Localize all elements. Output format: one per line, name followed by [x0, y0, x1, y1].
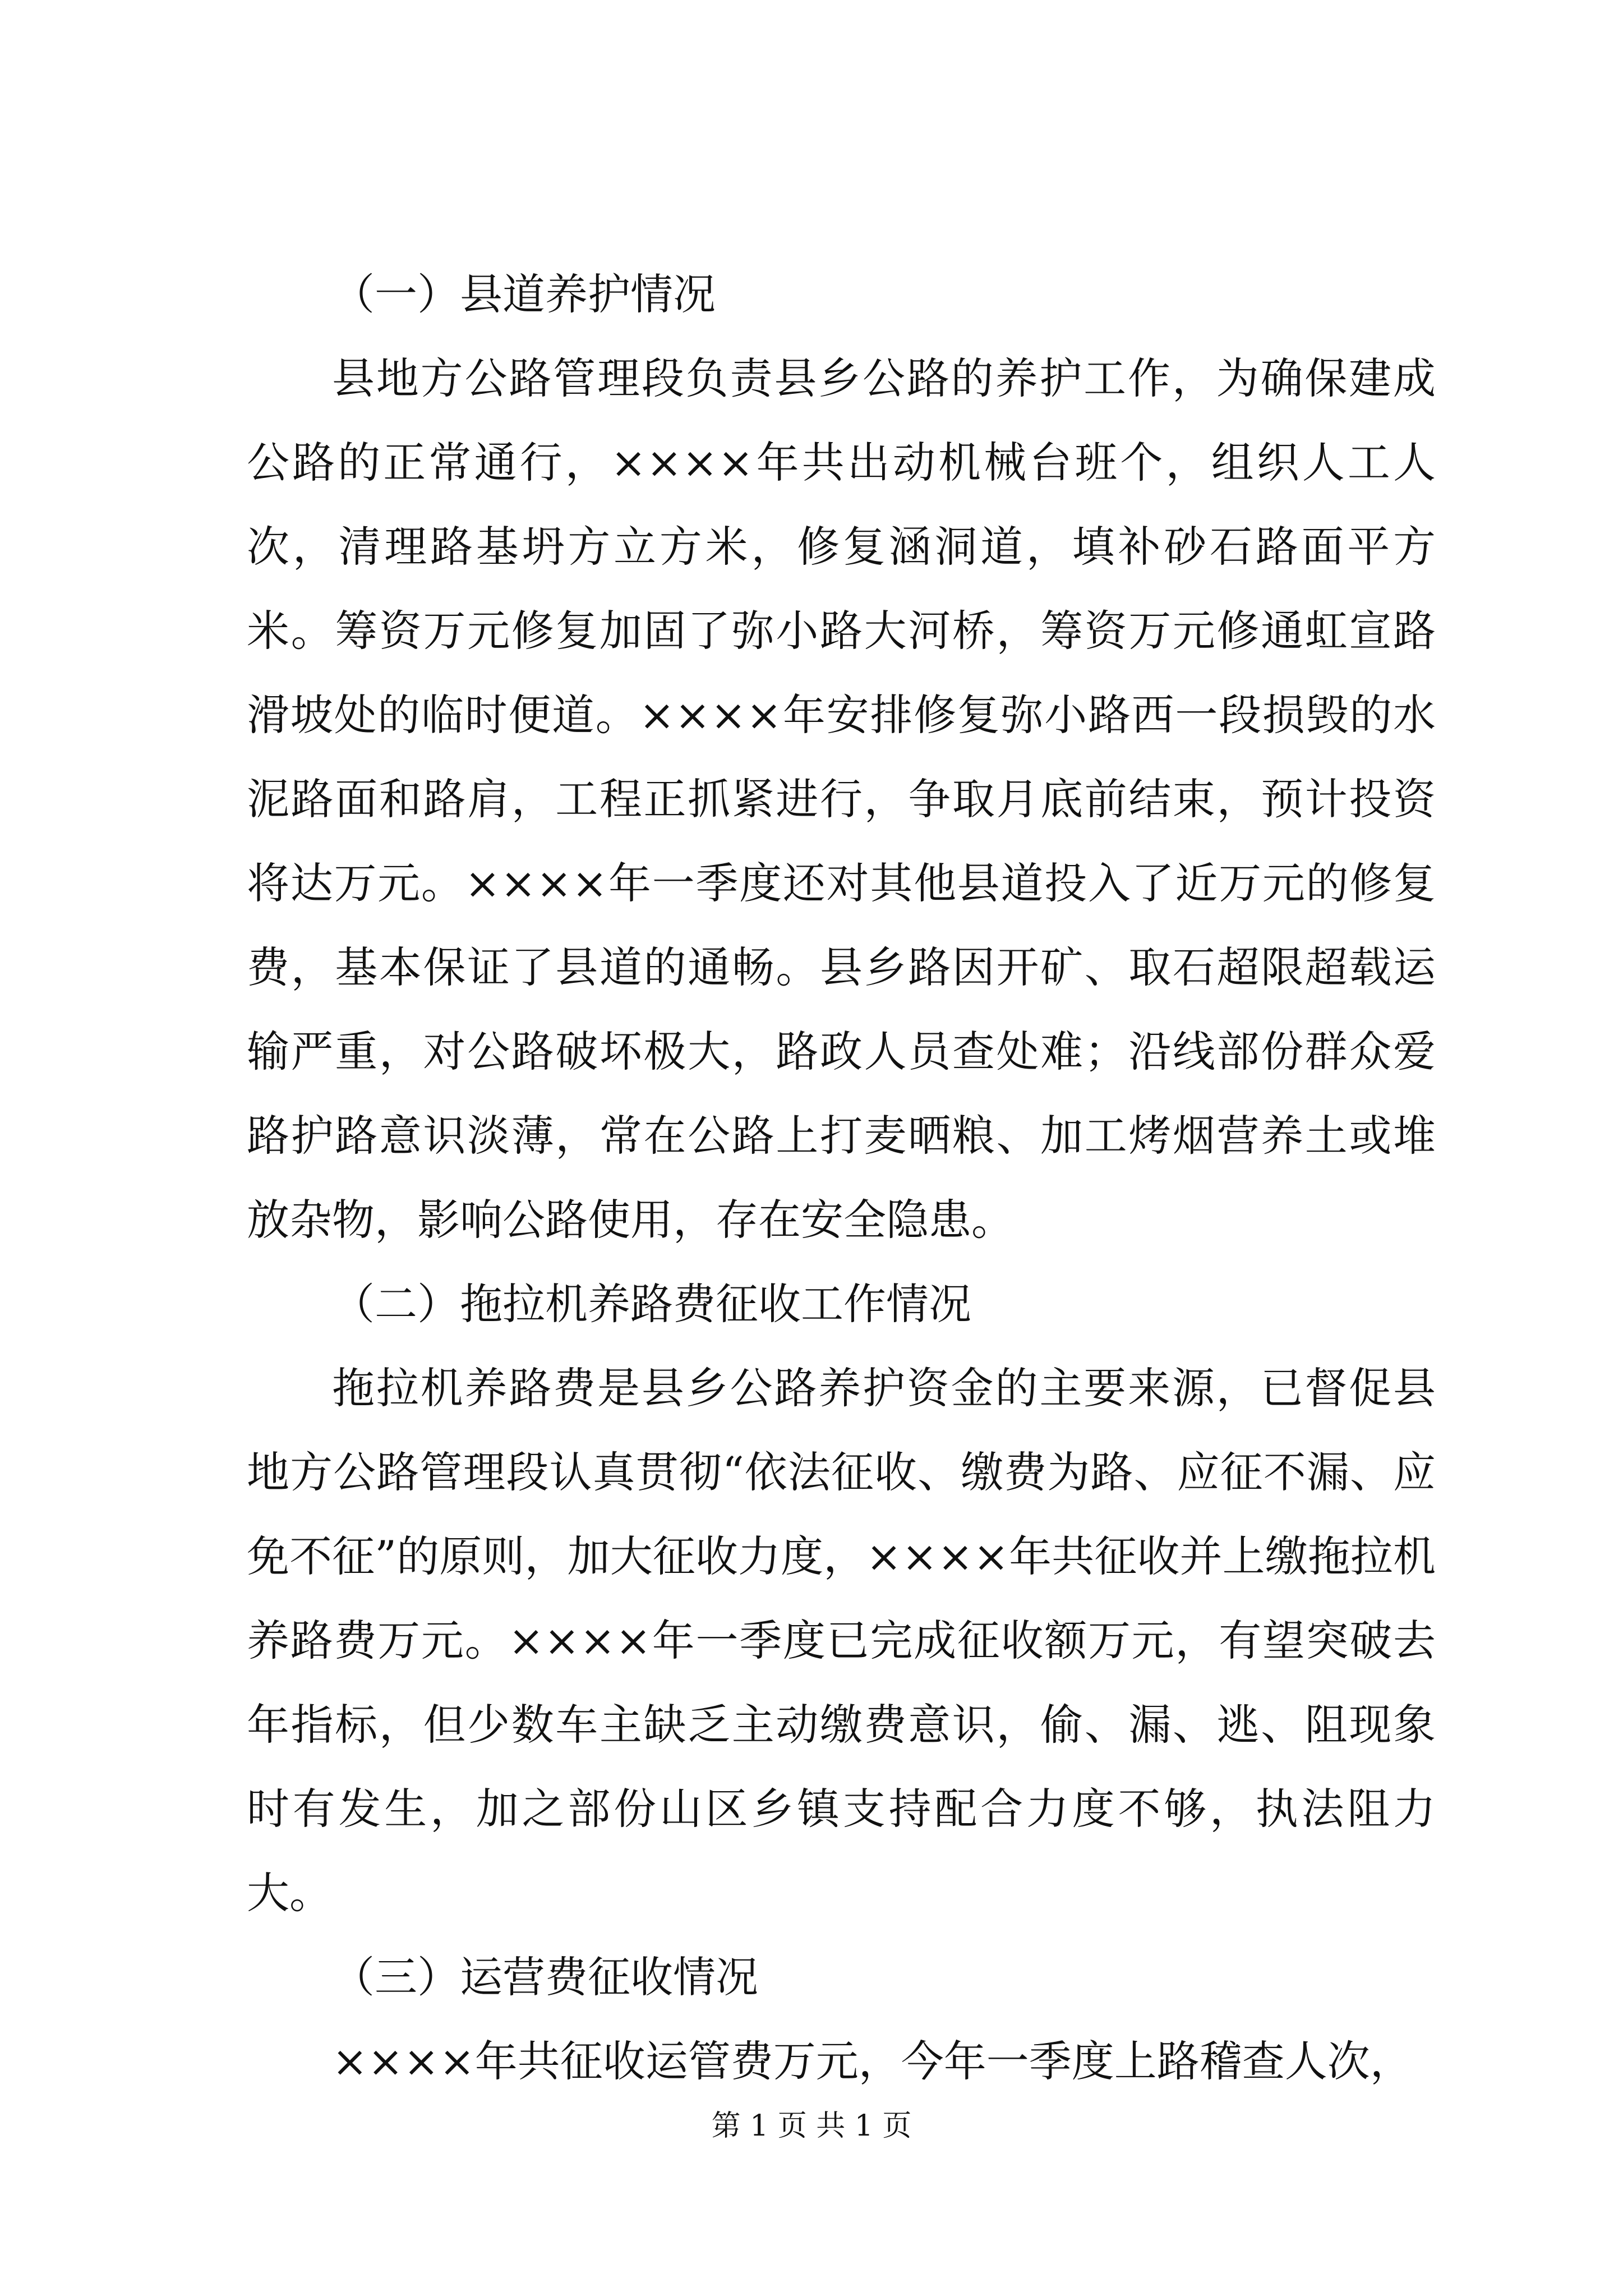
page-footer: 第 1 页 共 1 页 [711, 2109, 912, 2143]
section-paragraph-3: ××××年共征收运管费万元，今年一季度上路稽查人次， [332, 2036, 1413, 2086]
section-heading-3: （三）运营费征收情况 [332, 1952, 758, 2002]
section-paragraph-1: 县地方公路管理段负责县乡公路的养护工作，为确保建成公路的正常通行，××××年共出动机械台班个，组织人工人次，清理路基坍方立方米，修复涵洞道，填补砂石路面平方米。筹资万元修复加固了弥小路大河桥，筹资万元修通虹宣路滑坡处的临时便道。××××年安排修复弥小路西一段损毁的水泥路面和路肩，工程正抓紧进行，争取月底前结束，预计投资将达万元。××××年一季度还对其他县道投入了近万元的修复费，基本保证了县道的通畅。县乡路因开矿、取石超限超载运输严重，对公路破坏极大，路政人员查处难；沿线部份群众爱路护路意识淡薄，常在公路上打麦晒粮、加工烤烟营养土或堆放杂物，影响公路使用，存在安全隐患。 [247, 353, 1436, 1245]
section-heading-1: （一）县道养护情况 [332, 269, 716, 319]
section-paragraph-2: 拖拉机养路费是县乡公路养护资金的主要来源，已督促县地方公路管理段认真贯彻“依法征收、缴费为路、应征不漏、应免不征”的原则，加大征收力度，××××年共征收并上缴拖拉机养路费万元。××××年一季度已完成征收额万元，有望突破去年指标，但少数车主缺乏主动缴费意识，偷、漏、逃、阻现象时有发生，加之部份山区乡镇支持配合力度不够，执法阻力大。 [247, 1363, 1436, 1918]
section-heading-2: （二）拖拉机养路费征收工作情况 [332, 1279, 971, 1329]
document-body [247, 252, 1436, 2104]
